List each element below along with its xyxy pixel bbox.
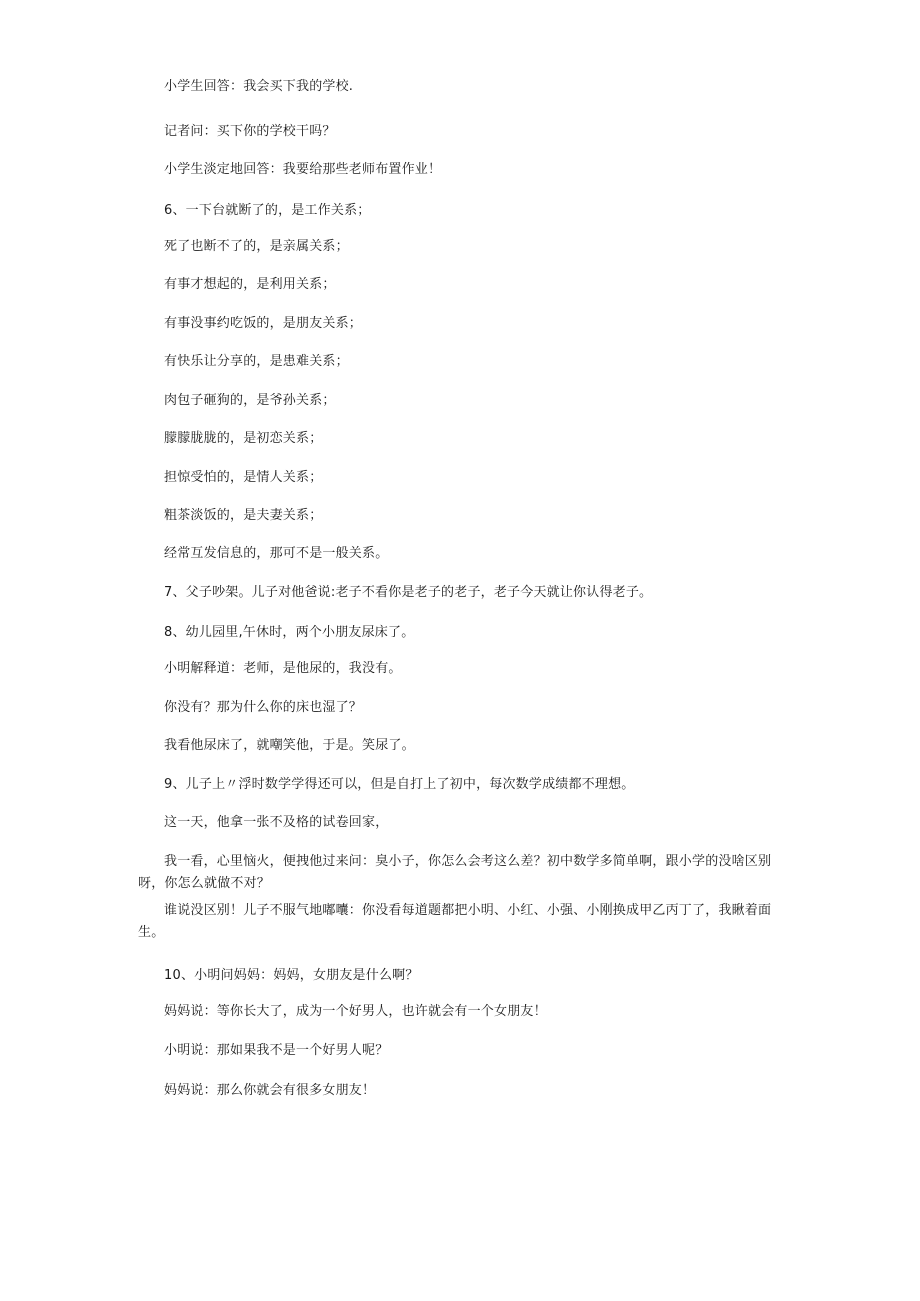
paragraph: 经常互发信息的，那可不是一般关系。 bbox=[164, 546, 389, 561]
paragraph: 谁说没区别！儿子不服气地嘟囔：你没看每道题都把小明、小红、小强、小刚换成甲乙丙丁了，我瞅着面生。 bbox=[138, 903, 772, 940]
paragraph: 8、幼儿园里,午休时，两个小朋友尿床了。 bbox=[164, 625, 415, 640]
paragraph: 小学生淡定地回答：我要给那些老师布置作业！ bbox=[164, 162, 442, 177]
paragraph: 你没有？那为什么你的床也湿了？ bbox=[164, 700, 363, 715]
paragraph: 小明解释道：老师，是他尿的，我没有。 bbox=[164, 661, 402, 676]
paragraph: 死了也断不了的，是亲属关系； bbox=[164, 239, 349, 254]
paragraph: 6、一下台就断了的，是工作关系； bbox=[164, 203, 371, 218]
paragraph: 7、父子吵架。儿子对他爸说:老子不看你是老子的老子，老子今天就让你认得老子。 bbox=[164, 585, 653, 600]
paragraph: 9、儿子上〃浮时数学学得还可以，但是自打上了初中，每次数学成绩都不理想。 bbox=[164, 777, 635, 792]
paragraph: 10、小明问妈妈：妈妈，女朋友是什么啊？ bbox=[164, 968, 419, 983]
paragraph: 妈妈说：等你长大了，成为一个好男人，也许就会有一个女朋友！ bbox=[164, 1004, 547, 1019]
paragraph: 我看他尿床了，就嘲笑他，于是。笑尿了。 bbox=[164, 738, 415, 753]
paragraph: 我一看，心里恼火，便拽他过来问：臭小子，你怎么会考这么差？初中数学多简单啊，跟小学的没啥区别呀，你怎么就做不对？ bbox=[138, 854, 772, 891]
paragraph: 朦朦胧胧的，是初恋关系； bbox=[164, 431, 323, 446]
paragraph: 担惊受怕的，是情人关系； bbox=[164, 470, 323, 485]
paragraph: 有事没事约吃饭的，是朋友关系； bbox=[164, 316, 363, 331]
paragraph: 记者问：买下你的学校干吗？ bbox=[164, 124, 336, 139]
paragraph: 小明说：那如果我不是一个好男人呢？ bbox=[164, 1043, 389, 1058]
paragraph: 这一天，他拿一张不及格的试卷回家， bbox=[164, 815, 389, 830]
paragraph: 肉包子砸狗的，是爷孙关系； bbox=[164, 393, 336, 408]
paragraph: 有事才想起的，是利用关系； bbox=[164, 277, 336, 292]
paragraph: 有快乐让分享的，是患难关系； bbox=[164, 354, 349, 369]
paragraph: 小学生回答：我会买下我的学校. bbox=[164, 79, 354, 94]
paragraph: 粗茶淡饭的，是夫妻关系； bbox=[164, 508, 323, 523]
paragraph: 妈妈说：那么你就会有很多女朋友！ bbox=[164, 1083, 376, 1098]
